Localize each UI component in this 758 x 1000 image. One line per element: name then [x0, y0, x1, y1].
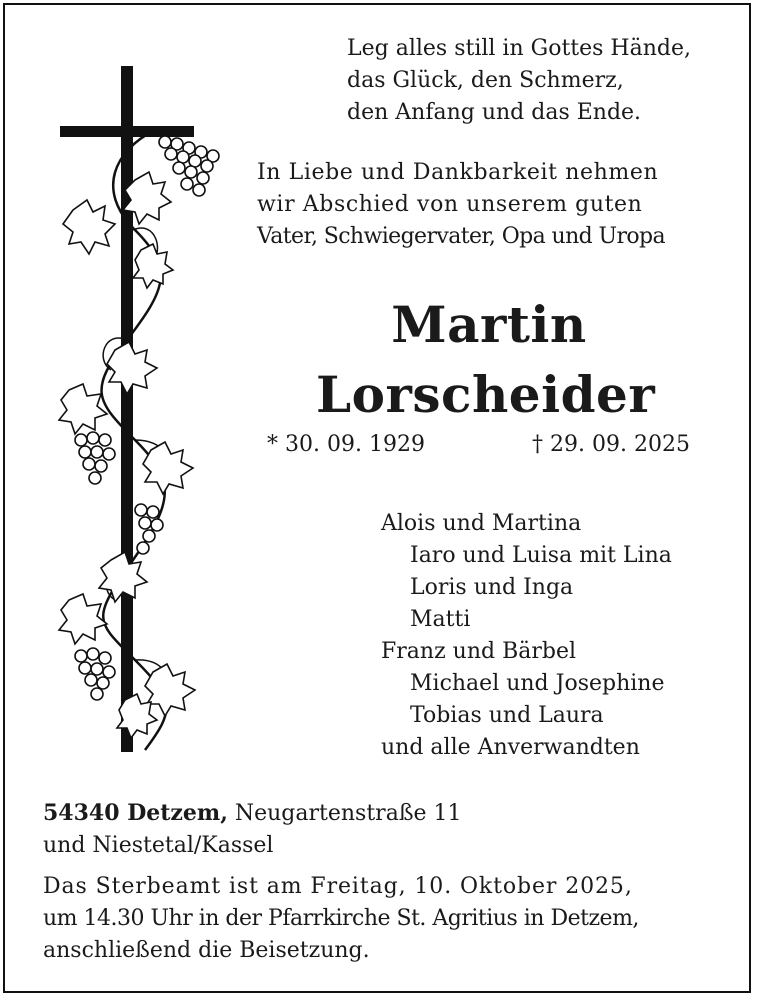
intro-line: Vater, Schwiegervater, Opa und Uropa: [257, 224, 666, 249]
address-place: 54340 Detzem,: [43, 800, 228, 826]
funeral-line: Das Sterbeamt ist am Freitag, 10. Oktober 2025,: [43, 874, 633, 899]
family-member: Alois und Martina: [381, 511, 582, 536]
poem-line: den Anfang und das Ende.: [347, 100, 642, 125]
address-line-2: und Niestetal/Kassel: [43, 833, 274, 858]
intro-line: In Liebe und Dankbarkeit nehmen: [257, 160, 659, 185]
funeral-line: um 14.30 Uhr in der Pfarrkirche St. Agritius in Detzem,: [43, 906, 639, 931]
family-member: Iaro und Luisa mit Lina: [410, 543, 672, 568]
family-member: Tobias und Laura: [410, 703, 604, 728]
intro-line: wir Abschied von unserem guten: [257, 192, 643, 217]
funeral-info: [43, 871, 639, 967]
poem-line: Leg alles still in Gottes Hände,: [347, 36, 691, 61]
address: [43, 797, 462, 862]
death-date: † 29. 09. 2025: [532, 432, 690, 457]
family-member: Matti: [410, 607, 471, 632]
funeral-line: anschließend die Beisetzung.: [43, 938, 370, 963]
family-member: und alle Anverwandten: [381, 735, 640, 760]
poem: [347, 33, 691, 129]
family-member: Michael und Josephine: [410, 671, 665, 696]
family-member: Loris und Inga: [410, 575, 574, 600]
family-member: Franz und Bärbel: [381, 639, 577, 664]
birth-date: * 30. 09. 1929: [267, 432, 425, 457]
farewell-intro: [257, 157, 665, 253]
poem-line: das Glück, den Schmerz,: [347, 68, 624, 93]
deceased-first-name: Martin: [391, 295, 587, 354]
family-list: [381, 508, 672, 764]
address-street: Neugartenstraße 11: [227, 801, 462, 826]
cross-with-vine-icon: [55, 60, 225, 760]
deceased-last-name: Lorscheider: [316, 365, 656, 424]
obituary-notice: [3, 3, 751, 993]
address-line-1: [43, 797, 462, 830]
